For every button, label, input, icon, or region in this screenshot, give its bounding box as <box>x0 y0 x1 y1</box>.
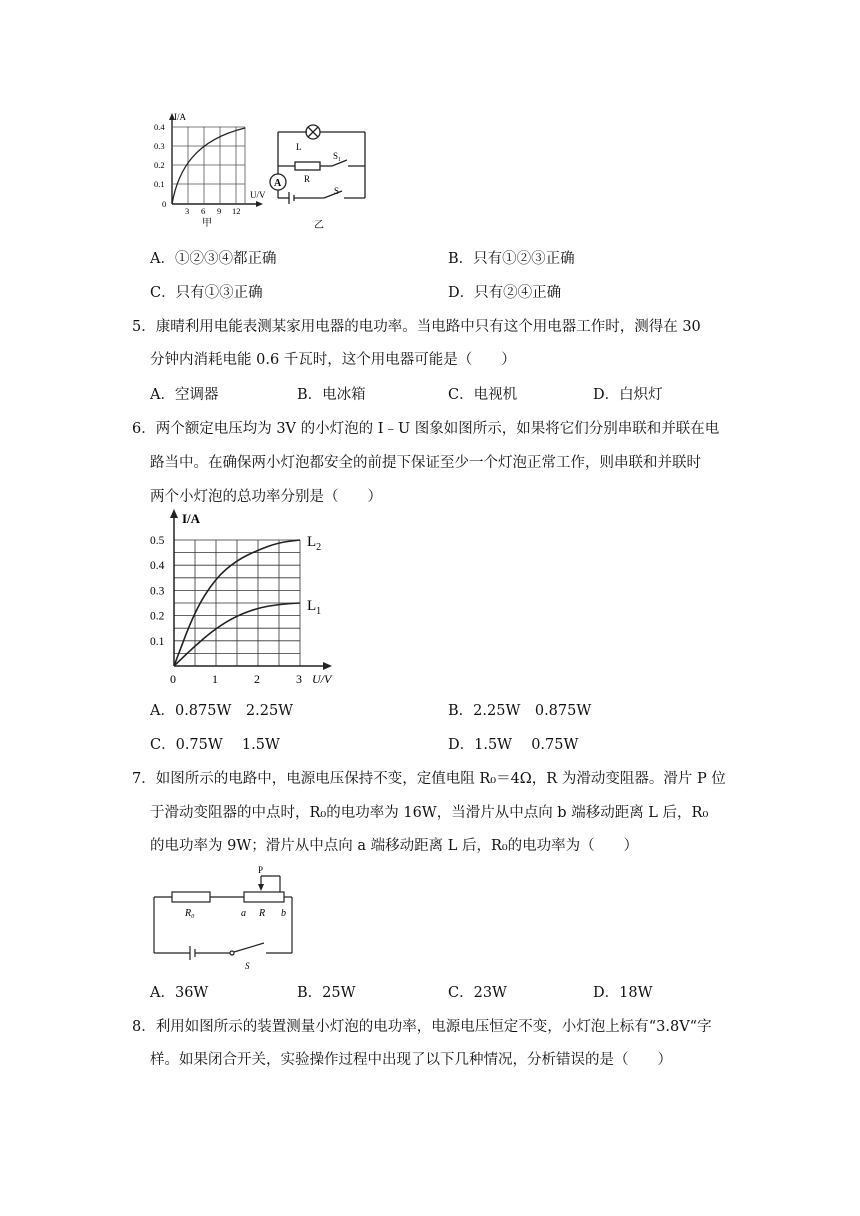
q4-option-d: D．只有②④正确 <box>448 285 562 301</box>
q7-option-d: D．18W <box>593 985 653 1001</box>
jia-y-label: I/A <box>174 112 186 122</box>
x-tick-label: 3 <box>296 672 302 686</box>
jia-ytick: 0.4 <box>154 122 165 132</box>
jia-ytick: 0.3 <box>154 141 165 151</box>
q6-option-a: A．0.875W 2.25W <box>150 703 294 719</box>
jia-ytick: 0 <box>162 199 167 209</box>
q7-option-c: C．23W <box>448 985 507 1001</box>
q7-line-3: 的电功率为 9W；滑片从中点向 a 端移动距离 L 后，R₀的电功率为（ ） <box>150 838 639 854</box>
q7-line-2: 于滑动变阻器的中点时，R₀的电功率为 16W，当滑片从中点向 b 端移动距离 L 后，R₀ <box>150 805 709 821</box>
q6-line-3: 两个小灯泡的总功率分别是（ ） <box>150 489 382 505</box>
q6-line-2: 路当中。在确保两小灯泡都安全的前提下保证至少一个灯泡正常工作，则串联和并联时 <box>150 455 701 471</box>
q7-line-1: 7．如图所示的电路中，电源电压保持不变，定值电阻 R₀＝4Ω，R 为滑动变阻器。滑片 P 位 <box>132 771 726 787</box>
q8-line-1: 8．利用如图所示的装置测量小灯泡的电功率，电源电压恒定不变，小灯泡上标有“3.8V“字 <box>132 1019 712 1035</box>
y-tick-label: 0.3 <box>150 585 165 598</box>
q4-option-c: C．只有①③正确 <box>150 285 263 301</box>
y-axis-arrow <box>170 509 178 518</box>
jia-x-label: U/V <box>250 190 266 200</box>
resistor-label: R <box>304 174 311 184</box>
lamp-label: L <box>296 142 302 152</box>
q5-option-d: D．白炽灯 <box>593 387 663 403</box>
q5-line-2: 分钟内消耗电能 0.6 千瓦时，这个用电器可能是（ ） <box>150 352 516 368</box>
q5-option-b: B．电冰箱 <box>297 387 366 403</box>
q6-option-d: D．1.5W 0.75W <box>448 737 579 753</box>
y-tick-label: 0.5 <box>150 535 165 547</box>
circuit-yi <box>270 125 365 204</box>
q7-option-b: B．25W <box>297 985 356 1001</box>
ammeter-label: A <box>274 178 282 189</box>
jia-xtick: 12 <box>232 206 241 216</box>
x-tick-label: 0 <box>170 672 176 686</box>
fig-r0-label: R₀ <box>185 908 195 919</box>
q7-option-a: A．36W <box>150 985 209 1001</box>
chart-grid <box>174 514 328 666</box>
jia-xtick: 3 <box>185 206 190 216</box>
q5-option-c: C．电视机 <box>448 387 518 403</box>
x-tick-label: 1 <box>212 672 218 686</box>
jia-ytick: 0.2 <box>154 160 165 170</box>
y-axis-title: I/A <box>182 511 201 526</box>
fig-b-label: b <box>281 908 286 919</box>
q4-option-a: A．①②③④都正确 <box>150 251 277 267</box>
q8-line-2: 样。如果闭合开关，实验操作过程中出现了以下几种情况，分析错误的是（ ） <box>150 1052 672 1068</box>
fig-s-label: S <box>245 961 250 971</box>
iu-chart <box>140 506 350 690</box>
q4-option-b: B．只有①②③正确 <box>448 251 575 267</box>
series-label-L2: $L_2$ <box>307 534 322 553</box>
x-axis-title: U/V <box>312 672 332 686</box>
fig-a-label: a <box>241 908 246 919</box>
y-tick-label: 0.4 <box>150 560 165 573</box>
x-axis-arrow <box>323 662 332 670</box>
q7-circuit-figure <box>148 862 298 971</box>
graph-jia <box>154 112 266 229</box>
y-tick-label: 0.1 <box>150 635 165 648</box>
q5-line-1: 5．康晴利用电能表测某家用电器的电功率。当电路中只有这个用电器工作时，测得在 30 <box>132 319 701 335</box>
fig-r-label: R <box>259 908 266 919</box>
switch-label: S <box>334 186 340 196</box>
q4-figure <box>150 110 380 235</box>
x-tick-label: 2 <box>254 672 260 686</box>
jia-ytick: 0.1 <box>154 179 165 189</box>
yi-caption: 乙 <box>314 220 324 231</box>
q6-option-b: B．2.25W 0.875W <box>448 703 592 719</box>
fig-p-label: P <box>258 865 264 875</box>
y-tick-label: 0.2 <box>150 610 165 623</box>
jia-xtick: 9 <box>217 206 222 216</box>
jia-caption: 甲 <box>202 218 212 229</box>
series-label-L1: $L_1$ <box>307 598 322 617</box>
q6-option-c: C．0.75W 1.5W <box>150 737 280 753</box>
q5-option-a: A．空调器 <box>150 387 219 403</box>
q6-line-1: 6．两个额定电压均为 3V 的小灯泡的 I﹣U 图象如图所示，如果将它们分别串联和并联在电 <box>132 421 720 437</box>
jia-xtick: 6 <box>201 206 206 216</box>
switch1-label: S₁ <box>333 151 342 161</box>
